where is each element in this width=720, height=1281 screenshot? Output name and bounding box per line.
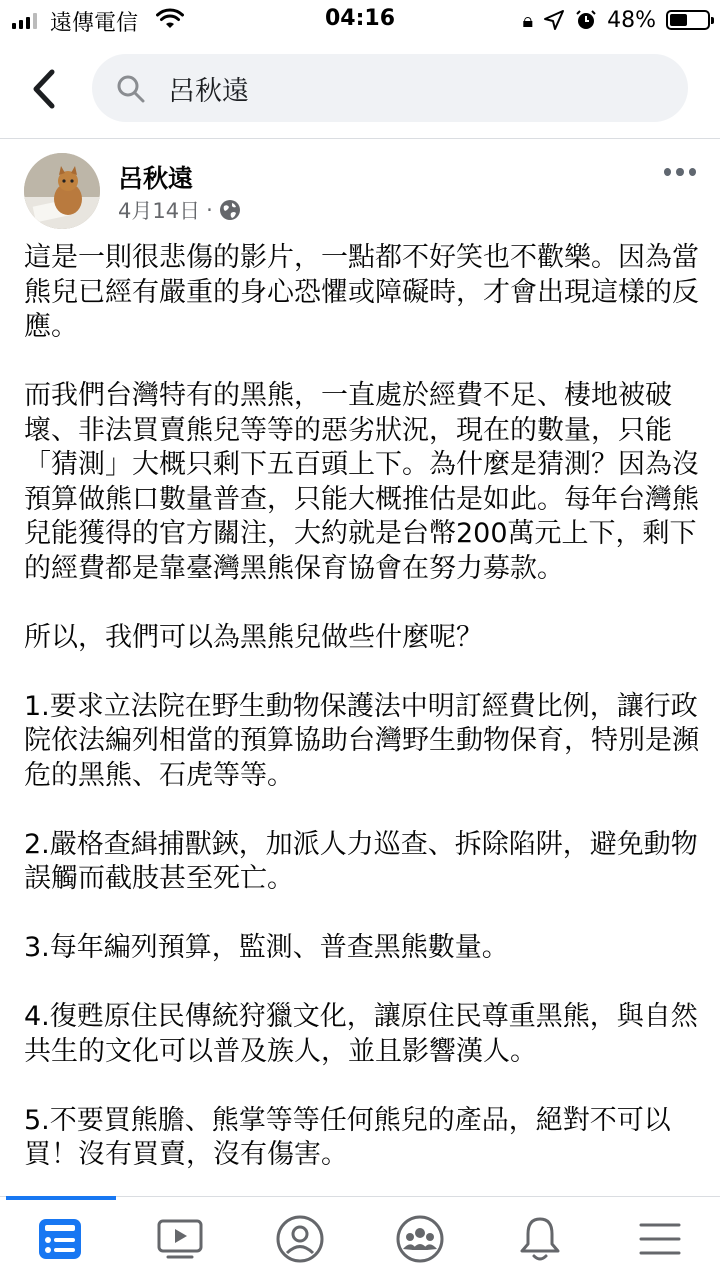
- carrier-name: 遠傳電信: [50, 11, 139, 36]
- post-paragraph: 2.嚴格查緝捕獸鋏，加派人力巡查、拆除陷阱，避免動物誤觸而截肢甚至死亡。: [24, 828, 698, 894]
- clock: 04:16: [324, 6, 396, 31]
- notifications-icon: [517, 1214, 563, 1264]
- post-meta: [118, 195, 241, 225]
- tab-menu[interactable]: [630, 1211, 690, 1267]
- cat-photo-icon: [24, 153, 100, 229]
- post-date[interactable]: 4月14日: [118, 199, 201, 223]
- bottom-tab-bar: [0, 1196, 720, 1281]
- search-bar[interactable]: [92, 54, 688, 122]
- post-paragraph: 4.復甦原住民傳統狩獵文化，讓原住民尊重黑熊，與自然共生的文化可以普及族人，並且影響漢人。: [24, 1001, 698, 1067]
- search-input[interactable]: [168, 54, 648, 122]
- tab-groups[interactable]: [390, 1211, 450, 1267]
- alarm-icon: [575, 9, 597, 31]
- profile-icon: [275, 1214, 325, 1264]
- menu-icon: [637, 1219, 683, 1259]
- post-paragraph: 5.不要買熊膽、熊掌等等任何熊兒的產品，絕對不可以買！沒有買賣，沒有傷害。: [24, 1104, 671, 1170]
- post-text: [24, 241, 704, 1173]
- back-arrow-icon[interactable]: [28, 66, 62, 112]
- location-arrow-icon: [543, 9, 565, 31]
- news-feed-icon: [37, 1217, 83, 1261]
- post-paragraph: 所以，我們可以為黑熊兒做些什麼呢？: [24, 621, 483, 653]
- orientation-lock-icon: 🔒︎: [522, 8, 534, 32]
- watch-icon: [156, 1217, 204, 1261]
- search-icon: [116, 74, 146, 104]
- tab-profile[interactable]: [270, 1211, 330, 1267]
- post-paragraph: 而我們台灣特有的黑熊，一直處於經費不足、棲地被破壞、非法買賣熊兒等等的惡劣狀況，現在的數量，只能「猜測」大概只剩下五百頭上下。為什麼是猜測？因為沒預算做熊口數量普查，只能大概推估是如此。每年台灣熊兒能獲得的官方關注，大約就是台幣200萬元上下，剩下的經費都是靠臺灣黑熊保育協會在努力募款。: [24, 380, 699, 584]
- avatar[interactable]: [24, 153, 100, 229]
- active-tab-indicator: [6, 1196, 116, 1200]
- post-paragraph: 這是一則很悲傷的影片，一點都不好笑也不歡樂。因為當熊兒已經有嚴重的身心恐懼或障礙時，才會出現這樣的反應。: [24, 242, 699, 342]
- battery-icon: [666, 10, 710, 30]
- more-options-icon[interactable]: [664, 165, 696, 179]
- meta-separator: ·: [206, 198, 213, 222]
- search-header: [0, 40, 720, 139]
- groups-icon: [395, 1214, 445, 1264]
- post-author[interactable]: 呂秋遠: [118, 164, 194, 193]
- tab-watch[interactable]: [150, 1211, 210, 1267]
- post-paragraph: 1.要求立法院在野生動物保護法中明訂經費比例，讓行政院依法編列相當的預算協助台灣野生動物保育，特別是瀕危的黑熊、石虎等等。: [24, 690, 699, 791]
- globe-icon: [219, 199, 241, 221]
- tab-news-feed[interactable]: [30, 1211, 90, 1267]
- post-paragraph: 3.每年編列預算，監測、普查黑熊數量。: [24, 932, 509, 963]
- tab-notifications[interactable]: [510, 1211, 570, 1267]
- status-bar: [0, 0, 720, 40]
- battery-percent: 48%: [607, 7, 656, 33]
